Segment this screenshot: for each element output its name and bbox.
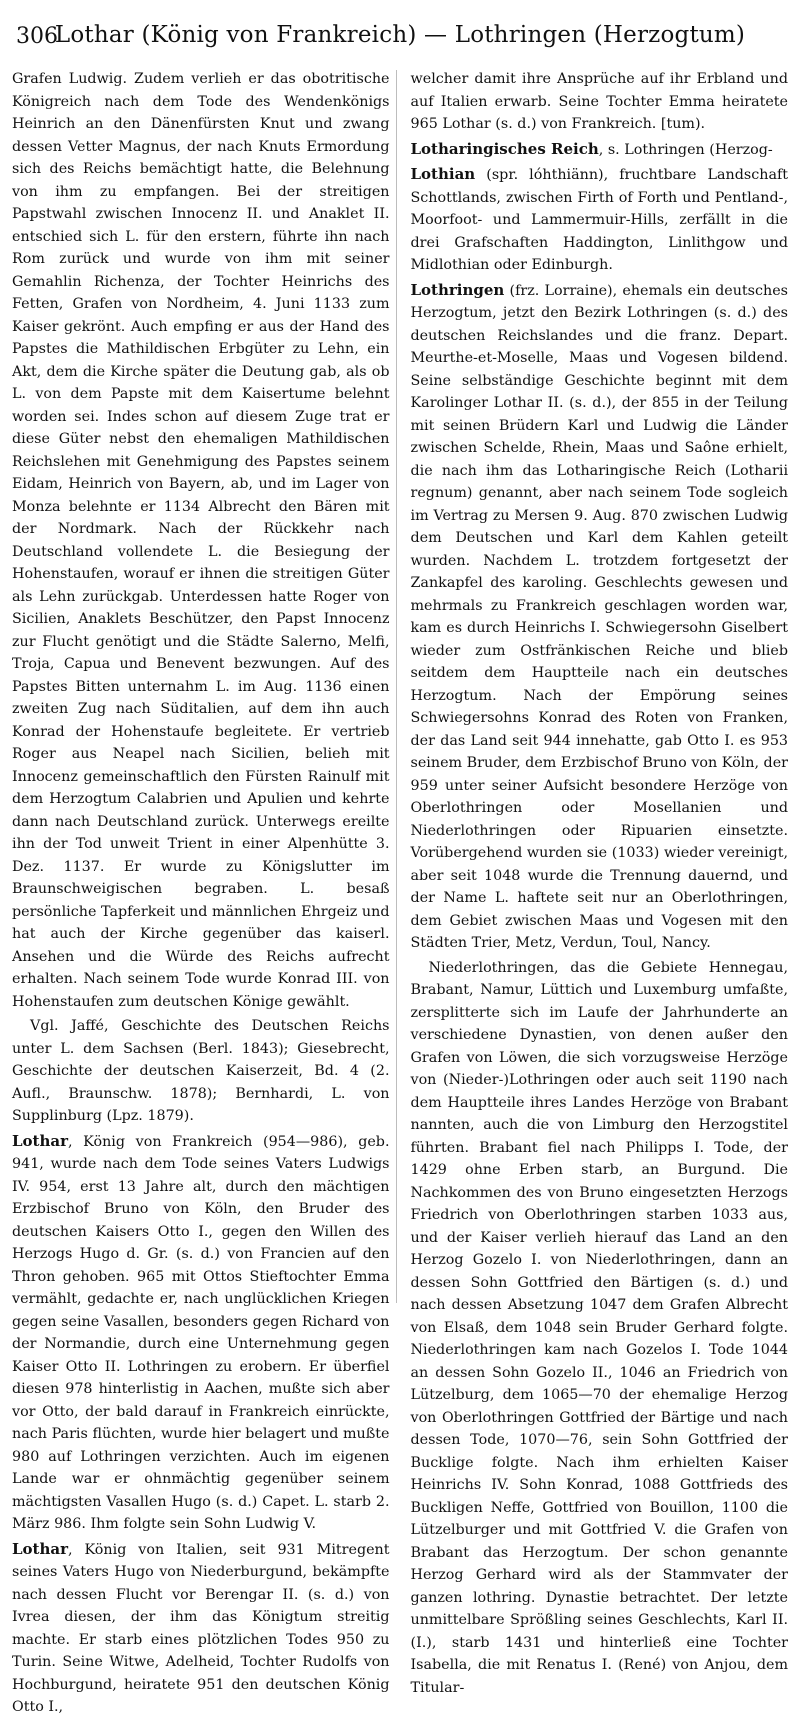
entry-lotharingisches-reich: Lotharingisches Reich, s. Lothringen (Herzog- [410, 139, 773, 158]
left-column [12, 68, 396, 1715]
right-column [397, 68, 789, 1696]
entry-lothian: Lothian (spr. lóhthiänn), fruchtbare Landschaft Schottlands, zwischen Firth of Forth und Pentland-, Moorfoot- und Lammermuir-Hills, zerfällt in die drei Grafschaften Haddington, Linlithgow und Midlothian oder Edinburgh. [410, 165, 789, 273]
entry-lothar-italien-continuation: welcher damit ihre Ansprüche auf ihr Erbland und auf Italien erwarb. Seine Tochter Emma heiratete 965 Lothar (s. d.) von Frankreich. [tum). [410, 71, 789, 132]
entry-lothar-frankreich: Lothar, König von Frankreich (954—986), geb. 941, wurde nach dem Tode seines Vaters Ludwigs IV. 954, erst 13 Jahre alt, durch den mächtigen Erzbischof Bruno von Köln, den Bruder des deutschen Kaisers Otto I., gegen den Willen des Herzogs Hugo d. Gr. (s. d.) von Francien auf den Thron gehoben. 965 mit Ottos Stieftochter Emma vermählt, gedachte er, nach unglücklichen Kriegen gegen seine Vasallen, besonders gegen Richard von der Normandie, durch eine Unternehmung gegen Kaiser Otto II. Lothringen zu erobern. Er überfiel diesen 978 hinterlistig in Aachen, mußte sich aber vor Otto, der bald darauf in Frankreich einrückte, nach Paris flüchten, wurde hier belagert und mußte 980 auf Lothringen verzichten. Auch im eigenen Lande war er ohnmächtig gegenüber seinem mächtigsten Vasallen Hugo (s. d.) Capet. L. starb 2. März 986. Ihm folgte sein Sohn Ludwig V. [12, 1131, 390, 1532]
headword: Lothar [12, 1131, 69, 1150]
entry-niederlothringen: Niederlothringen, das die Gebiete Hennegau, Brabant, Namur, Lüttich und Luxemburg umfaßte, zersplitterte sich im Laufe der Jahrhunderte an verschiedene Dynastien, von denen außer den Grafen von Löwen, die sich vorzugsweise Herzöge von (Nieder-)Lothringen oder auch seit 1190 nach dem Hauptteile ihres Landes Herzöge von Brabant nannten, auch die von Limburg den Herzogstitel führten. Brabant fiel nach Philipps I. Tode, der 1429 ohne Erben starb, an Burgund. Die Nachkommen des von Bruno eingesetzten Herzogs Friedrich von Oberlothringen starben 1033 aus, und der Kaiser verlieh hierauf das Land an den Herzog Gozelo I. von Niederlothringen, dann an dessen Sohn Gottfried den Bärtigen (s. d.) und nach dessen Absetzung 1047 dem Grafen Albrecht von Elsaß, dem 1048 sein Bruder Gerhard folgte. Niederlothringen kam nach Gozelos I. Tode 1044 an dessen Sohn Gozelo II., 1046 an Friedrich von Lützelburg, dem 1065—70 der ehemalige Herzog von Oberlothringen Gottfried der Bärtige und nach dessen Tode, 1070—76, sein Sohn Gottfried der Bucklige folgte. Nach ihm erhielten Kaiser Heinrichs IV. Sohn Konrad, 1088 Gottfrieds des Buckligen Neffe, Gottfried von Bouillon, 1100 die Lützelburger und mit Gottfried V. die Grafen von Brabant das Herzogtum. Der schon genannte Herzog Gerhard wird als der Stammvater der ganzen lothring. Dynastie betrachtet. Der letzte unmittelbare Sprößling seines Geschlechts, Karl II. (I.), starb 1431 und hinterließ eine Tochter Isabella, die mit Renatus I. (René) von Anjou, dem Titular- [410, 959, 789, 1696]
page-header [12, 18, 788, 62]
page-number: 306 [16, 24, 58, 49]
headword: Lotharingisches Reich [410, 139, 599, 158]
headword: Lothar [12, 1539, 69, 1558]
headword: Lothringen [410, 280, 505, 299]
running-head: Lothar (König von Frankreich) — Lothringen (Herzogtum) [54, 22, 746, 48]
entry-lothringen: Lothringen (frz. Lorraine), ehemals ein deutsches Herzogtum, jetzt den Bezirk Lothringen (s. d.) des deutschen Reichslandes und die franz. Depart. Meurthe-et-Moselle, Maas und Vogesen bildend. Seine selbständige Geschichte beginnt mit dem Karolinger Lothar II. (s. d.), der 855 in der Teilung mit seinen Brüdern Karl und Ludwig die Länder zwischen Schelde, Rhein, Maas und Saône erhielt, die nach ihm das Lotharingische Reich (Lotharii regnum) genannt, aber nach seinem Tode sogleich im Vertrag zu Mersen 9. Aug. 870 zwischen Ludwig dem Deutschen und Karl dem Kahlen geteilt wurden. Nachdem L. trotzdem fortgesetzt der Zankapfel des karoling. Geschlechts gewesen und mehrmals zu Frankreich geschlagen worden war, kam es durch Heinrichs I. Schwiegersohn Giselbert wieder zum Ostfränkischen Reiche und blieb seitdem dem Hauptteile nach ein deutsches Herzogtum. Nach der Empörung seines Schwiegersohns Konrad des Roten von Franken, der das Land seit 944 innehatte, gab Otto I. es 953 seinem Bruder, dem Erzbischof Bruno von Köln, der 959 unter seiner Aufsicht besondere Herzöge von Oberlothringen oder Mosellanien und Niederlothringen oder Ripuarien einsetzte. Vorübergehend wurden sie (1033) wieder vereinigt, aber seit 1048 wurde die Trennung dauernd, und der Name L. haftete seit nur an Oberlothringen, dem Gebiet zwischen Maas und Vogesen mit den Städten Trier, Metz, Verdun, Toul, Nancy. [410, 280, 789, 951]
headword: Lothian [410, 165, 476, 183]
entry-lothar-italien: Lothar, König von Italien, seit 931 Mitregent seines Vaters Hugo von Niederburgund, bekämpfte nach dessen Flucht vor Berengar II. (s. d.) von Ivrea diesen, der ihm das Königtum streitig machte. Er starb eines plötzlichen Todes 950 zu Turin. Seine Witwe, Adelheid, Tochter Rudolfs von Hochburgund, heiratete 951 den deutschen König Otto I., [12, 1539, 390, 1715]
bibliography-note: Vgl. Jaffé, Geschichte des Deutschen Reichs unter L. dem Sachsen (Berl. 1843); Giesebrecht, Geschichte der deutschen Kaiserzeit, Bd. 4 (2. Aufl., Braunschw. 1878); Bernhardi, L. von Supplinburg (Lpz. 1879). [12, 1018, 390, 1124]
text-columns [12, 68, 789, 1715]
entry-lothar-continuation: Grafen Ludwig. Zudem verlieh er das obotritische Königreich nach dem Tode des Wendenkönigs Heinrich an den Dänenfürsten Knut und zwang dessen Vetter Magnus, der nach Knuts Ermordung sich des Reichs bemächtigt hatte, die Belehnung von ihm zu empfangen. Bei der streitigen Papstwahl zwischen Innocenz II. und Anaklet II. entschied sich L. für den erstern, führte ihn nach Rom zurück und wurde von ihm mit seiner Gemahlin Richenza, der Tochter Heinrichs des Fetten, Grafen von Nordheim, 4. Juni 1133 zum Kaiser gekrönt. Auch empfing er aus der Hand des Papstes die Mathildischen Erbgüter zu Lehn, ein Akt, dem die Kirche später die Deutung gab, als ob L. von dem Papste mit dem Kaisertume belehnt worden sei. Indes schon auf diesem Zuge trat er diese Güter nebst den ehemaligen Mathildischen Reichslehen mit Genehmigung des Papstes seinem Eidam, Heinrich von Bayern, ab, und im Lager von Monza belehnte er 1134 Albrecht den Bären mit der Nordmark. Nach der Rückkehr nach Deutschland vollendete L. die Besiegung der Hohenstaufen, worauf er ihnen die streitigen Güter als Lehn zurückgab. Unterdessen hatte Roger von Sicilien, Anaklets Beschützer, den Papst Innocenz zur Flucht genötigt und die Städte Salerno, Melfi, Troja, Capua und Benevent bezwungen. Auf des Papstes Bitten unternahm L. im Aug. 1136 einen zweiten Zug nach Süditalien, auf dem ihn auch Konrad der Hohenstaufe begleitete. Er vertrieb Roger aus Neapel nach Sicilien, belieh mit Innocenz gemeinschaftlich den Fürsten Rainulf mit dem Herzogtum Calabrien und Apulien und kehrte dann nach Deutschland zurück. Unterwegs ereilte ihn der Tod unweit Trient in einer Alpenhütte 3. Dez. 1137. Er wurde zu Königslutter im Braunschweigischen begraben. L. besaß persönliche Tapferkeit und männlichen Ehrgeiz und hat auch der Kirche gegenüber das kaiserl. Ansehen und die Würde des Reichs aufrecht erhalten. Nach seinem Tode wurde Konrad III. von Hohenstaufen zum deutschen Könige gewählt. [12, 71, 390, 1010]
